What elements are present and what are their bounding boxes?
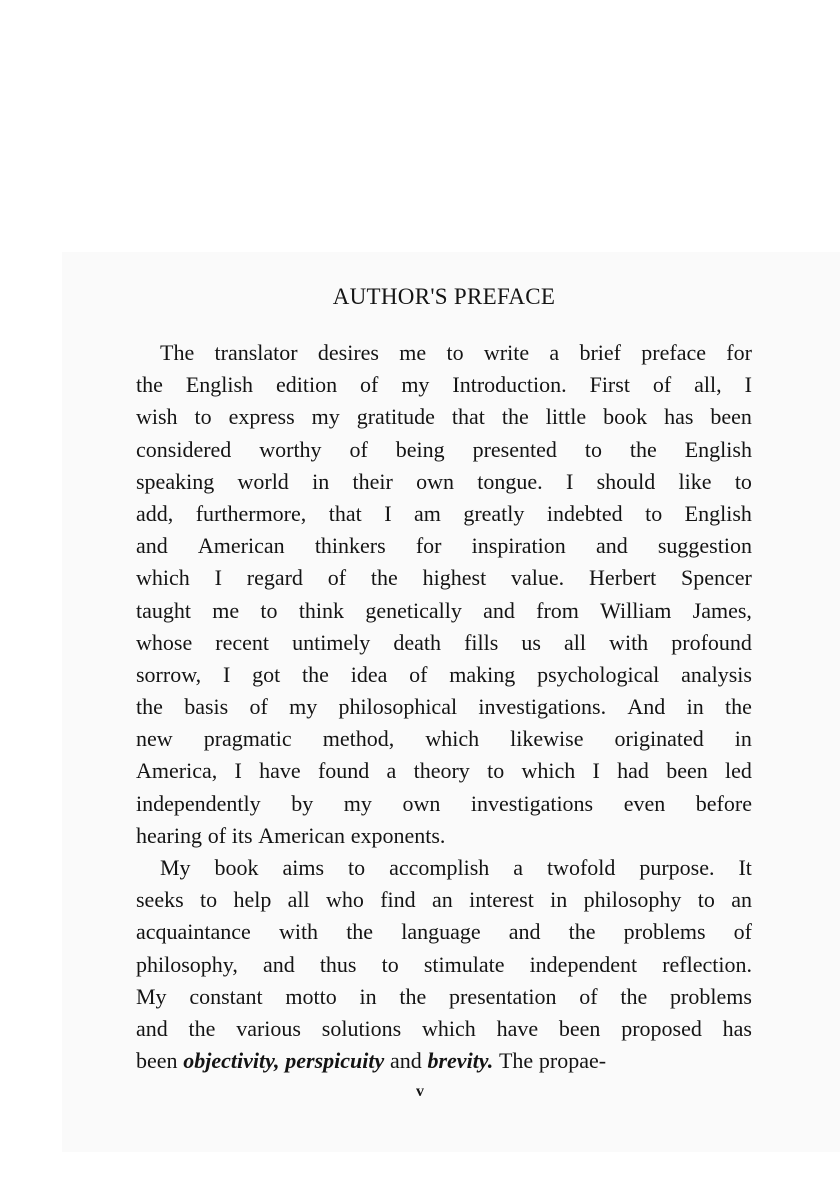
- word: exponents.: [350, 822, 446, 848]
- word: in: [550, 887, 568, 913]
- word: an: [731, 887, 752, 913]
- text-line: [136, 595, 752, 627]
- word: death: [393, 629, 442, 655]
- word: pragmatic: [203, 726, 292, 752]
- emphasized-word: brevity.: [427, 1048, 494, 1074]
- word: to: [446, 340, 464, 365]
- text-line: [136, 562, 752, 594]
- word: reflection.: [662, 951, 752, 977]
- word: solutions: [321, 1015, 402, 1041]
- word: for: [415, 533, 442, 559]
- word: English: [684, 436, 752, 462]
- word: desires: [317, 340, 379, 365]
- word: been: [666, 758, 708, 784]
- word: preface: [641, 340, 706, 365]
- word: the: [568, 919, 596, 945]
- word: purpose.: [639, 855, 715, 880]
- word: which: [422, 1015, 476, 1041]
- word: English: [185, 372, 254, 398]
- text-line: [136, 691, 752, 723]
- word: to: [199, 887, 218, 913]
- word: investigations: [470, 790, 594, 816]
- word: the: [370, 565, 398, 591]
- word: gratitude: [356, 404, 435, 430]
- text-line: [136, 1045, 752, 1077]
- word: which: [521, 758, 576, 784]
- word: hearing: [136, 822, 202, 848]
- word: from: [536, 597, 579, 623]
- word: me: [399, 340, 427, 365]
- word: interest: [469, 887, 534, 913]
- text-line: [136, 627, 752, 659]
- word: indebted: [546, 500, 623, 526]
- word: analysis: [681, 661, 752, 687]
- word: the: [399, 983, 427, 1009]
- word: suggestion: [657, 533, 752, 559]
- word: investigations.: [478, 694, 607, 720]
- word: translator: [214, 340, 298, 365]
- word: has: [664, 404, 694, 430]
- word: been: [710, 404, 752, 430]
- word: to: [645, 500, 663, 526]
- word: philosophical: [338, 694, 458, 720]
- word: the: [620, 983, 648, 1009]
- word: and: [390, 1048, 422, 1074]
- word: the: [188, 1015, 216, 1041]
- word: to: [194, 404, 212, 430]
- word: My: [160, 855, 191, 880]
- word: of: [327, 565, 347, 591]
- word: to: [584, 436, 602, 462]
- word: First: [589, 372, 630, 398]
- text-line: [136, 723, 752, 755]
- word: likewise: [510, 726, 584, 752]
- word: which: [136, 565, 190, 591]
- word: by: [291, 790, 314, 816]
- word: of: [360, 372, 379, 398]
- word: English: [684, 500, 752, 526]
- word: fills: [464, 629, 499, 655]
- word: taught: [136, 597, 191, 623]
- word: their: [352, 468, 393, 494]
- word: of: [409, 661, 428, 687]
- word: and: [136, 533, 168, 559]
- word: even: [623, 790, 666, 816]
- word: speaking: [136, 468, 215, 494]
- word: I: [222, 661, 231, 687]
- word: the: [136, 694, 163, 720]
- word: I: [592, 758, 600, 784]
- word: proposed: [621, 1015, 702, 1041]
- word: basis: [184, 694, 229, 720]
- word: presentation: [449, 983, 557, 1009]
- word: who: [325, 887, 364, 913]
- word: worthy: [259, 436, 322, 462]
- emphasized-word: perspicuity: [285, 1048, 385, 1074]
- word: whose: [136, 629, 193, 655]
- word: me: [212, 597, 240, 623]
- word: of: [207, 822, 227, 848]
- word: have: [259, 758, 301, 784]
- word: America,: [136, 758, 218, 784]
- word: originated: [614, 726, 704, 752]
- word: seeks: [136, 887, 184, 913]
- word: a: [386, 758, 397, 784]
- word: problems: [623, 919, 706, 945]
- word: The: [498, 1048, 534, 1074]
- page-title: AUTHOR'S PREFACE: [332, 284, 556, 309]
- word: American: [258, 822, 345, 848]
- word: its: [231, 822, 253, 848]
- word: genetically: [365, 597, 462, 623]
- word: method,: [322, 726, 395, 752]
- word: all: [287, 887, 310, 913]
- word: my: [311, 404, 340, 430]
- text-line: [136, 659, 752, 691]
- word: being: [395, 436, 445, 462]
- word: James,: [692, 597, 752, 623]
- word: thus: [319, 951, 357, 977]
- word: Introduction.: [452, 372, 567, 398]
- word: to: [381, 951, 399, 977]
- word: inspiration: [471, 533, 566, 559]
- word: acquaintance: [136, 919, 251, 945]
- text-line: [136, 884, 752, 916]
- word: been: [136, 1048, 178, 1074]
- word: untimely: [292, 629, 371, 655]
- word: philosophy,: [136, 951, 238, 977]
- word: constant: [189, 983, 263, 1009]
- word: propae-: [538, 1048, 607, 1074]
- word: and: [595, 533, 628, 559]
- word: own: [402, 790, 441, 816]
- text-line: [136, 337, 752, 369]
- word: had: [617, 758, 649, 784]
- word: my: [401, 372, 430, 398]
- text-line: [136, 401, 752, 433]
- word: a: [549, 340, 560, 365]
- page-number: v: [416, 1083, 424, 1100]
- word: edition: [276, 372, 338, 398]
- word: am: [413, 500, 441, 526]
- word: I: [565, 468, 574, 494]
- word: book: [603, 404, 648, 430]
- word: the: [725, 694, 752, 720]
- word: add,: [136, 500, 174, 526]
- word: to: [697, 887, 715, 913]
- word: My: [136, 983, 167, 1009]
- text-line: [136, 530, 752, 562]
- word: in: [734, 726, 752, 752]
- word: us: [521, 629, 541, 655]
- word: I: [384, 500, 392, 526]
- text-line: [136, 852, 752, 884]
- word: accomplish: [389, 855, 490, 880]
- word: I: [234, 758, 242, 784]
- word: the: [136, 372, 163, 398]
- word: own: [416, 468, 454, 494]
- word: should: [596, 468, 656, 494]
- word: an: [431, 887, 453, 913]
- word: I: [744, 372, 752, 398]
- word: think: [298, 597, 345, 623]
- word: independent: [529, 951, 638, 977]
- word: profound: [671, 629, 752, 655]
- word: brief: [579, 340, 621, 365]
- word: my: [289, 694, 318, 720]
- word: And: [627, 694, 666, 720]
- word: making: [449, 661, 516, 687]
- text-line: [136, 755, 752, 787]
- word: to: [487, 758, 505, 784]
- word: of: [733, 919, 752, 945]
- word: in: [359, 983, 377, 1009]
- word: highest: [422, 565, 487, 591]
- word: motto: [285, 983, 337, 1009]
- word: led: [725, 758, 752, 784]
- word: psychological: [537, 661, 660, 687]
- word: theory: [413, 758, 470, 784]
- word: various: [236, 1015, 301, 1041]
- word: with: [609, 629, 649, 655]
- word: express: [228, 404, 295, 430]
- text-line: [136, 434, 752, 466]
- word: the: [302, 661, 329, 687]
- word: tongue.: [477, 468, 543, 494]
- word: William: [600, 597, 672, 623]
- word: recent: [215, 629, 270, 655]
- word: Herbert: [589, 565, 657, 591]
- word: all,: [694, 372, 722, 398]
- word: stimulate: [423, 951, 505, 977]
- emphasized-word: objectivity,: [183, 1048, 280, 1074]
- word: a: [513, 855, 523, 880]
- word: before: [695, 790, 752, 816]
- word: of: [249, 694, 268, 720]
- text-line: [136, 788, 752, 820]
- word: greatly: [463, 500, 525, 526]
- word: with: [278, 919, 319, 945]
- word: It: [738, 855, 752, 880]
- word: problems: [670, 983, 752, 1009]
- text-line: [136, 916, 752, 948]
- word: and: [483, 597, 515, 623]
- word: which: [425, 726, 480, 752]
- word: to: [260, 597, 278, 623]
- word: been: [558, 1015, 601, 1041]
- word: language: [401, 919, 481, 945]
- word: presented: [472, 436, 557, 462]
- word: like: [678, 468, 712, 494]
- word: sorrow,: [136, 661, 202, 687]
- text-line: [136, 820, 752, 852]
- word: new: [136, 726, 173, 752]
- word: my: [343, 790, 372, 816]
- word: of: [349, 436, 368, 462]
- word: of: [579, 983, 598, 1009]
- word: all: [564, 629, 586, 655]
- text-line: [136, 981, 752, 1013]
- word: value.: [511, 565, 565, 591]
- word: regard: [246, 565, 303, 591]
- word: furthermore,: [195, 500, 307, 526]
- word: twofold: [546, 855, 616, 880]
- word: found: [317, 758, 370, 784]
- word: help: [233, 887, 272, 913]
- word: little: [545, 404, 587, 430]
- word: for: [726, 340, 752, 365]
- word: that: [328, 500, 362, 526]
- text-line: [136, 949, 752, 981]
- word: of: [652, 372, 672, 398]
- word: independently: [136, 790, 261, 816]
- word: the: [501, 404, 529, 430]
- word: that: [451, 404, 485, 430]
- word: and: [508, 919, 541, 945]
- word: has: [722, 1015, 752, 1041]
- word: and: [262, 951, 295, 977]
- word: The: [160, 340, 195, 365]
- word: in: [312, 468, 330, 494]
- word: have: [496, 1015, 539, 1041]
- word: aims: [282, 855, 325, 880]
- word: write: [483, 340, 530, 365]
- word: thinkers: [314, 533, 386, 559]
- word: considered: [136, 436, 232, 462]
- text-line: [136, 466, 752, 498]
- word: wish: [136, 404, 178, 430]
- word: the: [629, 436, 657, 462]
- preface-body: [136, 337, 752, 1077]
- word: got: [252, 661, 281, 687]
- word: philosophy: [583, 887, 682, 913]
- word: the: [346, 919, 374, 945]
- word: and: [136, 1015, 168, 1041]
- text-line: [136, 369, 752, 401]
- word: Spencer: [681, 565, 752, 591]
- word: find: [380, 887, 416, 913]
- text-line: [136, 498, 752, 530]
- word: American: [197, 533, 285, 559]
- word: to: [734, 468, 752, 494]
- word: book: [214, 855, 259, 880]
- word: in: [686, 694, 704, 720]
- word: to: [347, 855, 366, 880]
- word: I: [214, 565, 222, 591]
- text-line: [136, 1013, 752, 1045]
- word: idea: [350, 661, 388, 687]
- word: world: [237, 468, 289, 494]
